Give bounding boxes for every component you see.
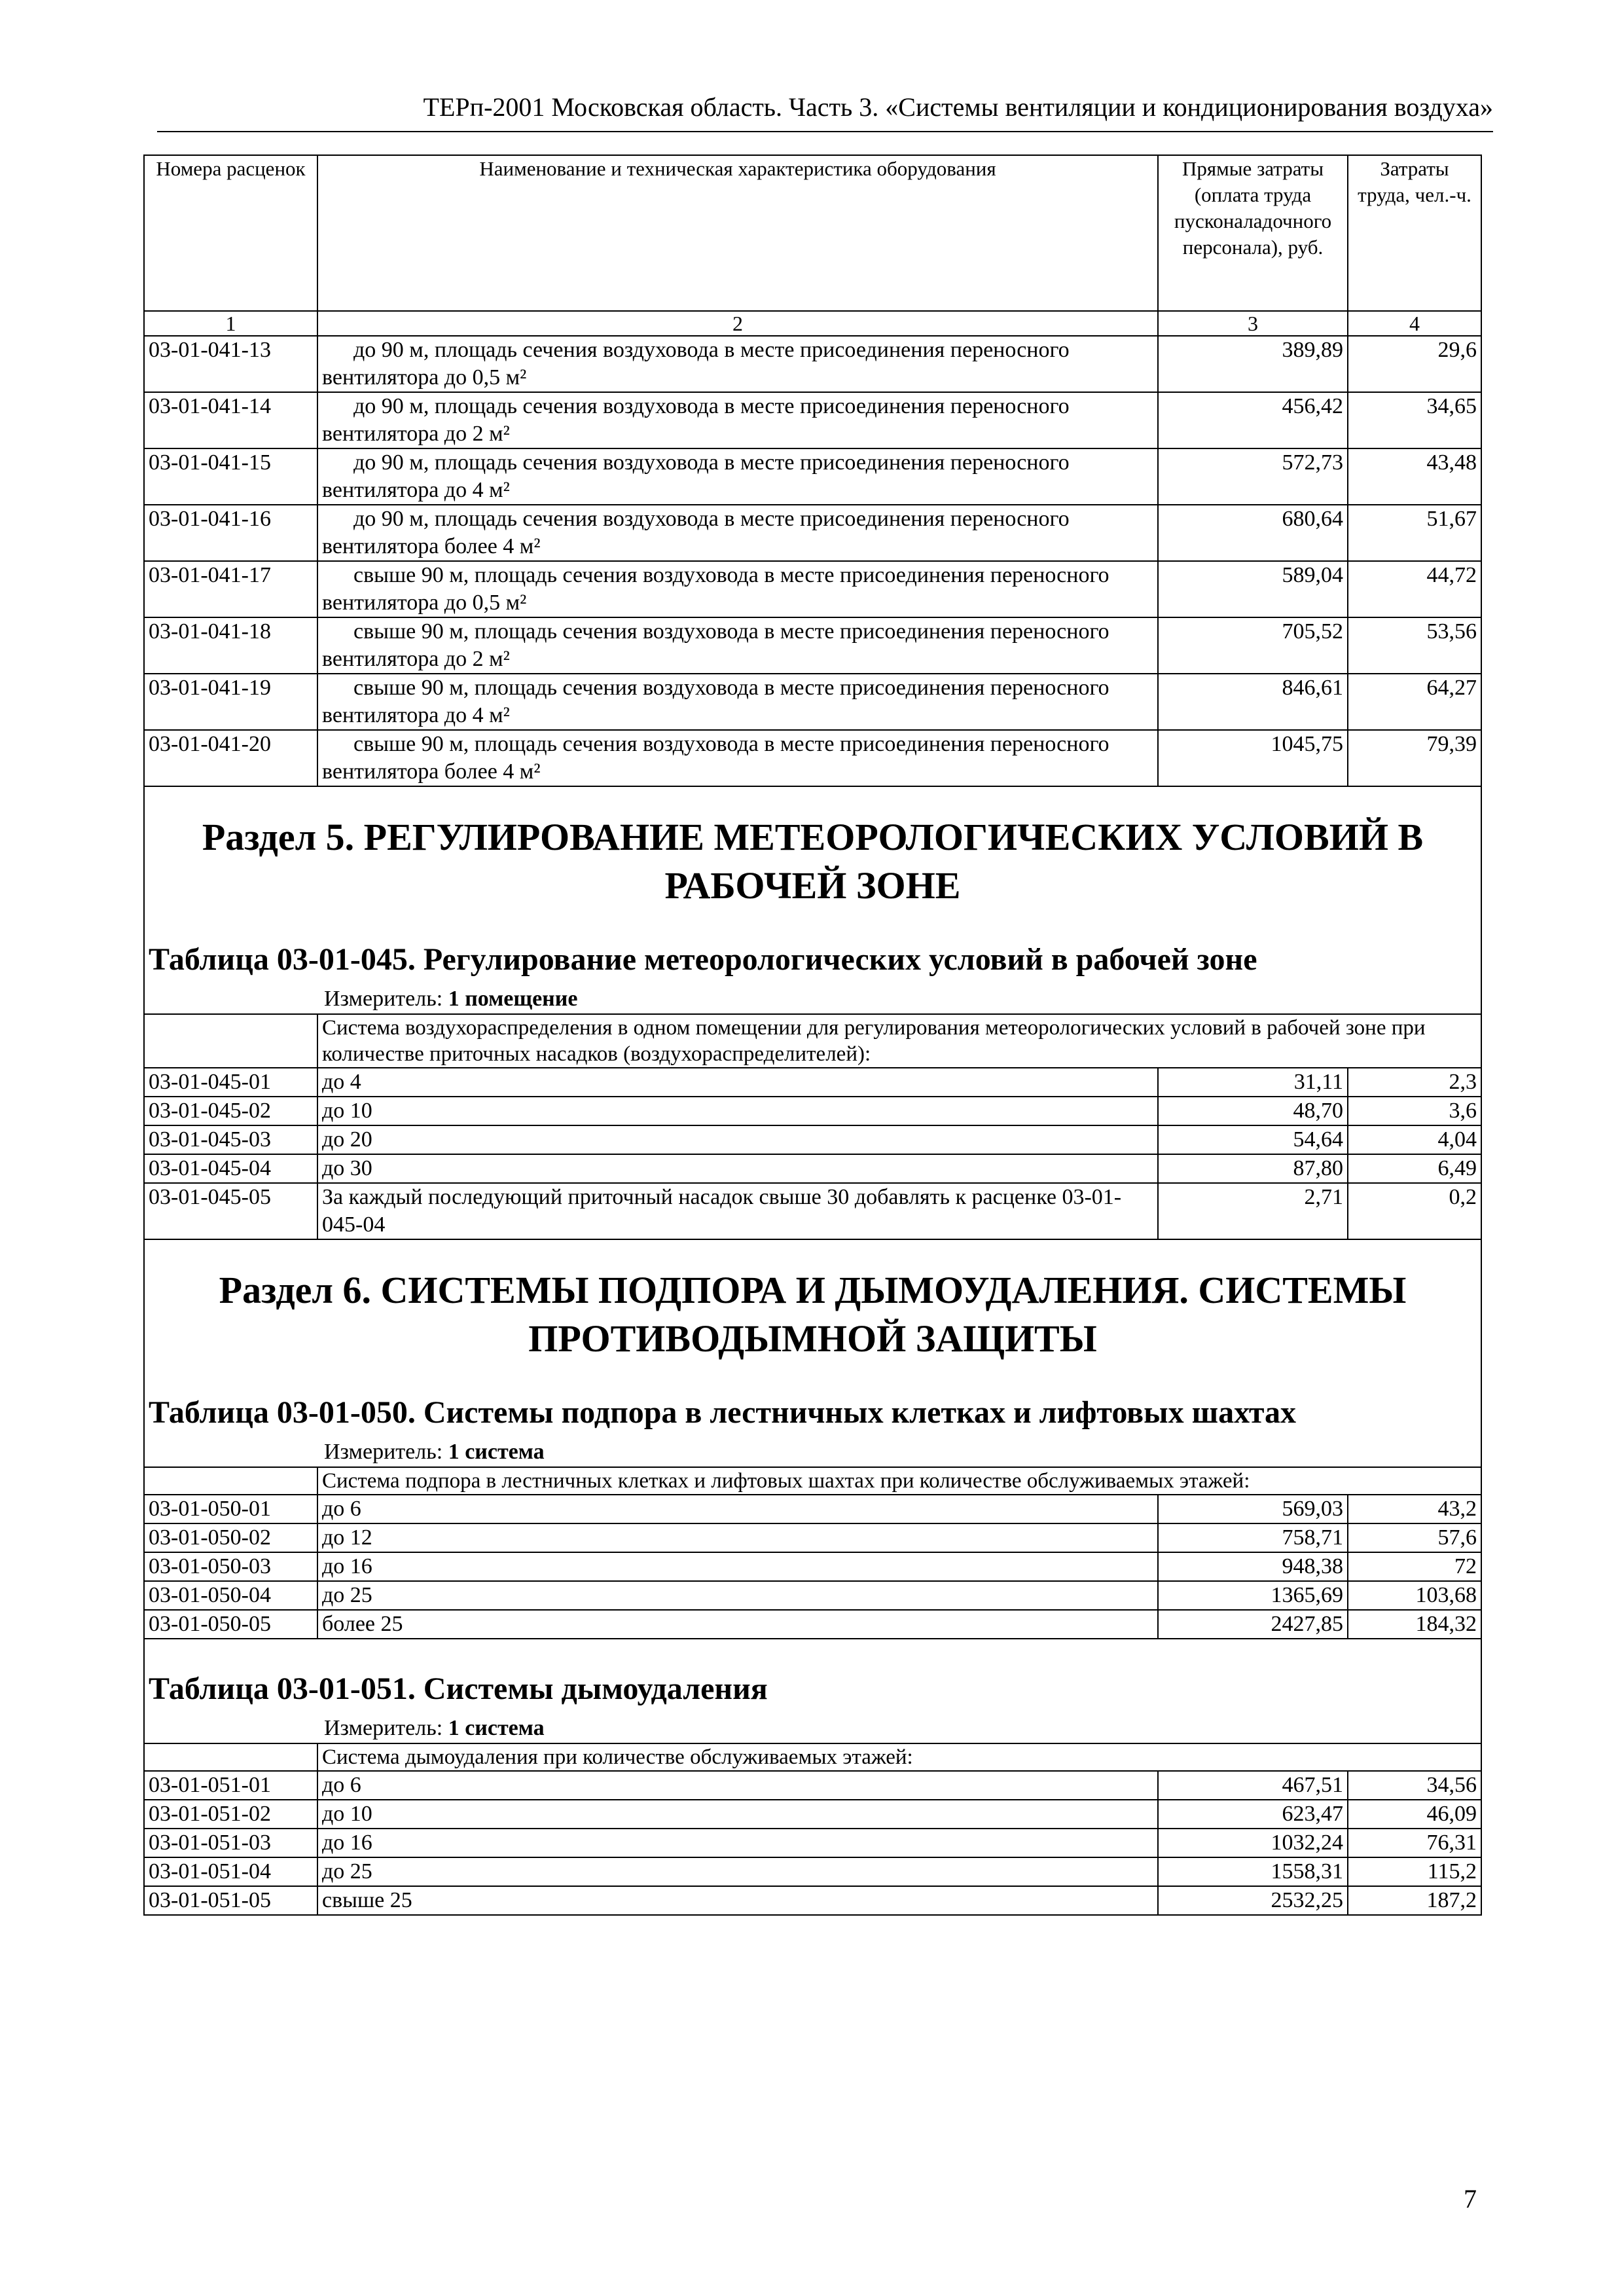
section-6-title: Раздел 6. СИСТЕМЫ ПОДПОРА И ДЫМОУДАЛЕНИЯ. СИСТЕМЫ ПРОТИВОДЫМНОЙ ЗАЩИТЫ: [219, 1269, 1407, 1360]
rate-code-cell: 03-01-045-01: [144, 1068, 317, 1097]
table-row: [144, 561, 1481, 617]
rate-code-cell: 03-01-041-18: [144, 617, 317, 674]
description-cell: до 10: [317, 1800, 1158, 1829]
table-row: [144, 674, 1481, 730]
labor-cost-cell: 4,04: [1348, 1125, 1481, 1154]
description-cell: [317, 674, 1158, 730]
column-index: 4: [1348, 311, 1481, 336]
labor-cost-cell: 51,67: [1348, 505, 1481, 561]
labor-cost-cell: 72: [1348, 1552, 1481, 1581]
header-rule: [157, 131, 1493, 132]
table-row: [144, 392, 1481, 448]
labor-cost-cell: 0,2: [1348, 1183, 1481, 1239]
rate-code-cell: 03-01-041-15: [144, 448, 317, 505]
rate-code-cell: 03-01-041-13: [144, 336, 317, 392]
labor-cost-cell: 76,31: [1348, 1829, 1481, 1857]
description-cell: до 25: [317, 1857, 1158, 1886]
rate-code-cell: 03-01-051-03: [144, 1829, 317, 1857]
table-050-title: Таблица 03-01-050. Системы подпора в лестничных клетках и лифтовых шахтах: [149, 1395, 1297, 1430]
rate-code-cell: 03-01-050-02: [144, 1523, 317, 1552]
header-labor-costs: Затраты труда, чел.-ч.: [1348, 155, 1481, 311]
labor-cost-cell: 184,32: [1348, 1610, 1481, 1639]
description-text: свыше 90 м, площадь сечения воздуховода в месте присоединения переносного вентилятора до 0,5 м²: [322, 563, 1110, 615]
table-row: [144, 505, 1481, 561]
rates-table: [143, 155, 1482, 1916]
rate-code-cell: 03-01-050-05: [144, 1610, 317, 1639]
direct-cost-cell: 2,71: [1158, 1183, 1348, 1239]
direct-cost-cell: 572,73: [1158, 448, 1348, 505]
labor-cost-cell: 34,65: [1348, 392, 1481, 448]
direct-cost-cell: 589,04: [1158, 561, 1348, 617]
rate-code-cell: 03-01-045-05: [144, 1183, 317, 1239]
description-cell: [317, 392, 1158, 448]
labor-cost-cell: 6,49: [1348, 1154, 1481, 1183]
description-cell: более 25: [317, 1610, 1158, 1639]
labor-cost-cell: 34,56: [1348, 1771, 1481, 1800]
rate-code-cell: 03-01-045-04: [144, 1154, 317, 1183]
description-cell: до 4: [317, 1068, 1158, 1097]
table-row: [144, 1183, 1481, 1239]
direct-cost-cell: 846,61: [1158, 674, 1348, 730]
column-index: 2: [317, 311, 1158, 336]
description-cell: [317, 730, 1158, 786]
measure-value: 1 помещение: [448, 987, 578, 1011]
description-text: свыше 90 м, площадь сечения воздуховода в месте присоединения переносного вентилятора до 2 м²: [322, 619, 1110, 671]
description-cell: до 10: [317, 1097, 1158, 1125]
labor-cost-cell: 115,2: [1348, 1857, 1481, 1886]
description-text: до 90 м, площадь сечения воздуховода в месте присоединения переносного вентилятора до 0,5 м²: [322, 338, 1070, 390]
description-text: до 90 м, площадь сечения воздуховода в месте присоединения переносного вентилятора до 4 м²: [322, 450, 1070, 502]
labor-cost-cell: 53,56: [1348, 617, 1481, 674]
labor-cost-cell: 46,09: [1348, 1800, 1481, 1829]
table-row: [144, 1886, 1481, 1915]
labor-cost-cell: 103,68: [1348, 1581, 1481, 1610]
measure-label: Измеритель:: [324, 1716, 443, 1740]
direct-cost-cell: 467,51: [1158, 1771, 1348, 1800]
direct-cost-cell: 48,70: [1158, 1097, 1348, 1125]
description-cell: до 12: [317, 1523, 1158, 1552]
rate-code-cell: 03-01-050-01: [144, 1495, 317, 1523]
table-045-group-heading: Система воздухораспределения в одном помещении для регулирования метеорологических условий в рабочей зоне при количестве приточных насадков (воздухораспределителей):: [317, 1014, 1481, 1068]
labor-cost-cell: 3,6: [1348, 1097, 1481, 1125]
measure-label: Измеритель:: [324, 987, 443, 1011]
description-text: свыше 90 м, площадь сечения воздуховода в месте присоединения переносного вентилятора более 4 м²: [322, 732, 1110, 784]
direct-cost-cell: 389,89: [1158, 336, 1348, 392]
direct-cost-cell: 623,47: [1158, 1800, 1348, 1829]
column-index: 1: [144, 311, 317, 336]
direct-cost-cell: 1365,69: [1158, 1581, 1348, 1610]
table-row: [144, 1800, 1481, 1829]
labor-cost-cell: 2,3: [1348, 1068, 1481, 1097]
direct-cost-cell: 705,52: [1158, 617, 1348, 674]
labor-cost-cell: 187,2: [1348, 1886, 1481, 1915]
measure-label: Измеритель:: [324, 1440, 443, 1464]
rate-code-cell: 03-01-051-02: [144, 1800, 317, 1829]
description-cell: до 6: [317, 1495, 1158, 1523]
section-5-heading-row: [144, 786, 1481, 1014]
table-row: [144, 730, 1481, 786]
table-row: [144, 1154, 1481, 1183]
description-cell: до 20: [317, 1125, 1158, 1154]
table-051-measure: [149, 1709, 1477, 1743]
description-cell: [317, 561, 1158, 617]
rate-code-cell: 03-01-041-20: [144, 730, 317, 786]
page-number: 7: [1464, 2184, 1477, 2214]
description-text: свыше 90 м, площадь сечения воздуховода в месте присоединения переносного вентилятора до 4 м²: [322, 676, 1110, 727]
rate-code-cell: 03-01-050-03: [144, 1552, 317, 1581]
table-051-group-heading: Система дымоудаления при количестве обслуживаемых этажей:: [317, 1743, 1481, 1771]
table-045-measure: [149, 979, 1477, 1013]
measure-value: 1 система: [448, 1440, 545, 1464]
running-header: ТЕРп-2001 Московская область. Часть 3. «Системы вентиляции и кондиционирования воздуха»: [423, 92, 1493, 122]
direct-cost-cell: 758,71: [1158, 1523, 1348, 1552]
table-row: [144, 1857, 1481, 1886]
table-051-heading-row: [144, 1639, 1481, 1743]
direct-cost-cell: 1045,75: [1158, 730, 1348, 786]
table-row: [144, 1068, 1481, 1097]
table-050-group-heading: Система подпора в лестничных клетках и лифтовых шахтах при количестве обслуживаемых этажей:: [317, 1467, 1481, 1495]
description-text: до 90 м, площадь сечения воздуховода в месте присоединения переносного вентилятора более 4 м²: [322, 507, 1070, 558]
rate-code-cell: 03-01-045-02: [144, 1097, 317, 1125]
header-direct-costs: Прямые затраты (оплата труда пусконаладочного персонала), руб.: [1158, 155, 1348, 311]
table-row: [144, 1495, 1481, 1523]
description-cell: до 25: [317, 1581, 1158, 1610]
description-text: до 90 м, площадь сечения воздуховода в месте присоединения переносного вентилятора до 2 м²: [322, 394, 1070, 446]
description-cell: [317, 448, 1158, 505]
rate-code-cell: 03-01-041-16: [144, 505, 317, 561]
direct-cost-cell: 456,42: [1158, 392, 1348, 448]
labor-cost-cell: 79,39: [1348, 730, 1481, 786]
group-row: [144, 1467, 1481, 1495]
section-6-heading-row: [144, 1239, 1481, 1467]
direct-cost-cell: 569,03: [1158, 1495, 1348, 1523]
direct-cost-cell: 87,80: [1158, 1154, 1348, 1183]
column-index-row: [144, 311, 1481, 336]
rate-code-cell: 03-01-051-05: [144, 1886, 317, 1915]
table-row: [144, 1829, 1481, 1857]
rate-code-cell: 03-01-041-19: [144, 674, 317, 730]
labor-cost-cell: 43,48: [1348, 448, 1481, 505]
table-row: [144, 448, 1481, 505]
table-row: [144, 1552, 1481, 1581]
direct-cost-cell: 2532,25: [1158, 1886, 1348, 1915]
labor-cost-cell: 43,2: [1348, 1495, 1481, 1523]
rate-code-cell: 03-01-041-17: [144, 561, 317, 617]
rate-code-cell: 03-01-045-03: [144, 1125, 317, 1154]
labor-cost-cell: 29,6: [1348, 336, 1481, 392]
column-index: 3: [1158, 311, 1348, 336]
rate-code-cell: 03-01-041-14: [144, 392, 317, 448]
description-cell: [317, 336, 1158, 392]
description-cell: [317, 505, 1158, 561]
labor-cost-cell: 44,72: [1348, 561, 1481, 617]
group-row: [144, 1014, 1481, 1068]
direct-cost-cell: 2427,85: [1158, 1610, 1348, 1639]
description-cell: до 30: [317, 1154, 1158, 1183]
group-row: [144, 1743, 1481, 1771]
description-cell: до 16: [317, 1552, 1158, 1581]
table-050-measure: [149, 1432, 1477, 1467]
table-045-title: Таблица 03-01-045. Регулирование метеорологических условий в рабочей зоне: [149, 942, 1257, 977]
header-description: Наименование и техническая характеристика оборудования: [317, 155, 1158, 311]
rate-code-cell: 03-01-051-04: [144, 1857, 317, 1886]
direct-cost-cell: 54,64: [1158, 1125, 1348, 1154]
labor-cost-cell: 64,27: [1348, 674, 1481, 730]
direct-cost-cell: 31,11: [1158, 1068, 1348, 1097]
table-row: [144, 1610, 1481, 1639]
table-row: [144, 1097, 1481, 1125]
description-cell: [317, 617, 1158, 674]
description-cell: свыше 25: [317, 1886, 1158, 1915]
header-rate-number: Номера расценок: [144, 155, 317, 311]
rate-code-cell: 03-01-051-01: [144, 1771, 317, 1800]
table-header-row: [144, 155, 1481, 311]
labor-cost-cell: 57,6: [1348, 1523, 1481, 1552]
direct-cost-cell: 948,38: [1158, 1552, 1348, 1581]
direct-cost-cell: 680,64: [1158, 505, 1348, 561]
description-cell: до 6: [317, 1771, 1158, 1800]
description-cell: до 16: [317, 1829, 1158, 1857]
table-051-title: Таблица 03-01-051. Системы дымоудаления: [149, 1671, 768, 1706]
description-cell: За каждый последующий приточный насадок свыше 30 добавлять к расценке 03-01-045-04: [317, 1183, 1158, 1239]
direct-cost-cell: 1032,24: [1158, 1829, 1348, 1857]
table-row: [144, 1771, 1481, 1800]
measure-value: 1 система: [448, 1716, 545, 1740]
table-row: [144, 1523, 1481, 1552]
direct-cost-cell: 1558,31: [1158, 1857, 1348, 1886]
table-row: [144, 617, 1481, 674]
table-row: [144, 336, 1481, 392]
section-5-title: Раздел 5. РЕГУЛИРОВАНИЕ МЕТЕОРОЛОГИЧЕСКИХ УСЛОВИЙ В РАБОЧЕЙ ЗОНЕ: [202, 816, 1424, 907]
table-row: [144, 1125, 1481, 1154]
table-row: [144, 1581, 1481, 1610]
rate-code-cell: 03-01-050-04: [144, 1581, 317, 1610]
